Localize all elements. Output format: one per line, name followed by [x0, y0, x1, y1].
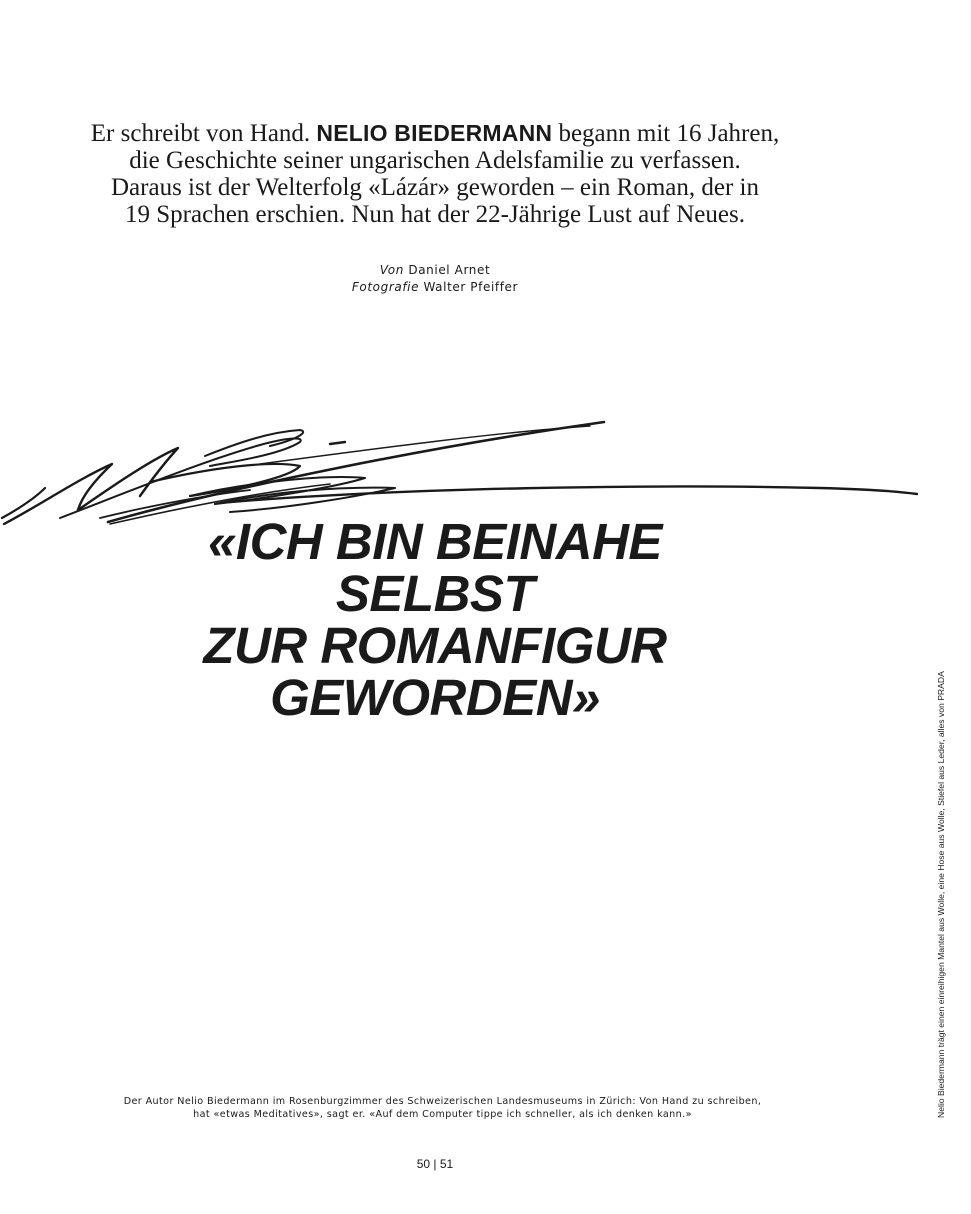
caption-line-2: hat «etwas Meditatives», sagt er. «Auf dem Computer tippe ich schneller, als ich denken kann.»	[193, 1109, 692, 1120]
intro-text: begann mit 16 Jahren,	[552, 120, 780, 147]
photo-credit	[235, 279, 635, 296]
pull-quote	[170, 513, 700, 726]
pull-quote-line: ZUR ROMANFIGUR	[203, 617, 667, 674]
author-role: Von	[379, 263, 404, 277]
caption-line-1: Der Autor Nelio Biedermann im Rosenburgzimmer des Schweizerischen Landesmuseums in Zürich: Von Hand zu schreiben,	[123, 1096, 762, 1107]
photo-role: Fotografie	[351, 280, 420, 294]
intro-line-1	[60, 120, 810, 147]
pull-quote-line: GEWORDEN»	[270, 669, 600, 726]
byline	[235, 262, 635, 296]
page-numbers: 50 | 51	[416, 1157, 454, 1171]
intro-line-3: Daraus ist der Welterfolg «Lázár» geworden – ein Roman, der in	[111, 174, 759, 201]
intro-line-2: die Geschichte seiner ungarischen Adelsfamilie zu verfassen.	[129, 147, 741, 174]
author-credit	[235, 262, 635, 279]
author-name-highlight: NELIO BIEDERMANN	[316, 120, 553, 146]
author-credit-name: Daniel Arnet	[408, 263, 491, 277]
pull-quote-line: «ICH BIN BEINAHE	[208, 513, 662, 570]
intro-text: Er schreibt von Hand.	[90, 120, 317, 147]
intro-line-4: 19 Sprachen erschien. Nun hat der 22-Jährige Lust auf Neues.	[125, 201, 745, 228]
photo-credit-name: Walter Pfeiffer	[423, 280, 519, 294]
wardrobe-credit: Nelio Biedermann trägt einen einreihigen Mantel aus Wolle, eine Hose aus Wolle, Stiefel aus Leder, alles von PRADA	[936, 671, 946, 1118]
intro-paragraph	[60, 120, 810, 228]
photo-caption	[90, 1095, 795, 1121]
pull-quote-line: SELBST	[335, 565, 535, 622]
